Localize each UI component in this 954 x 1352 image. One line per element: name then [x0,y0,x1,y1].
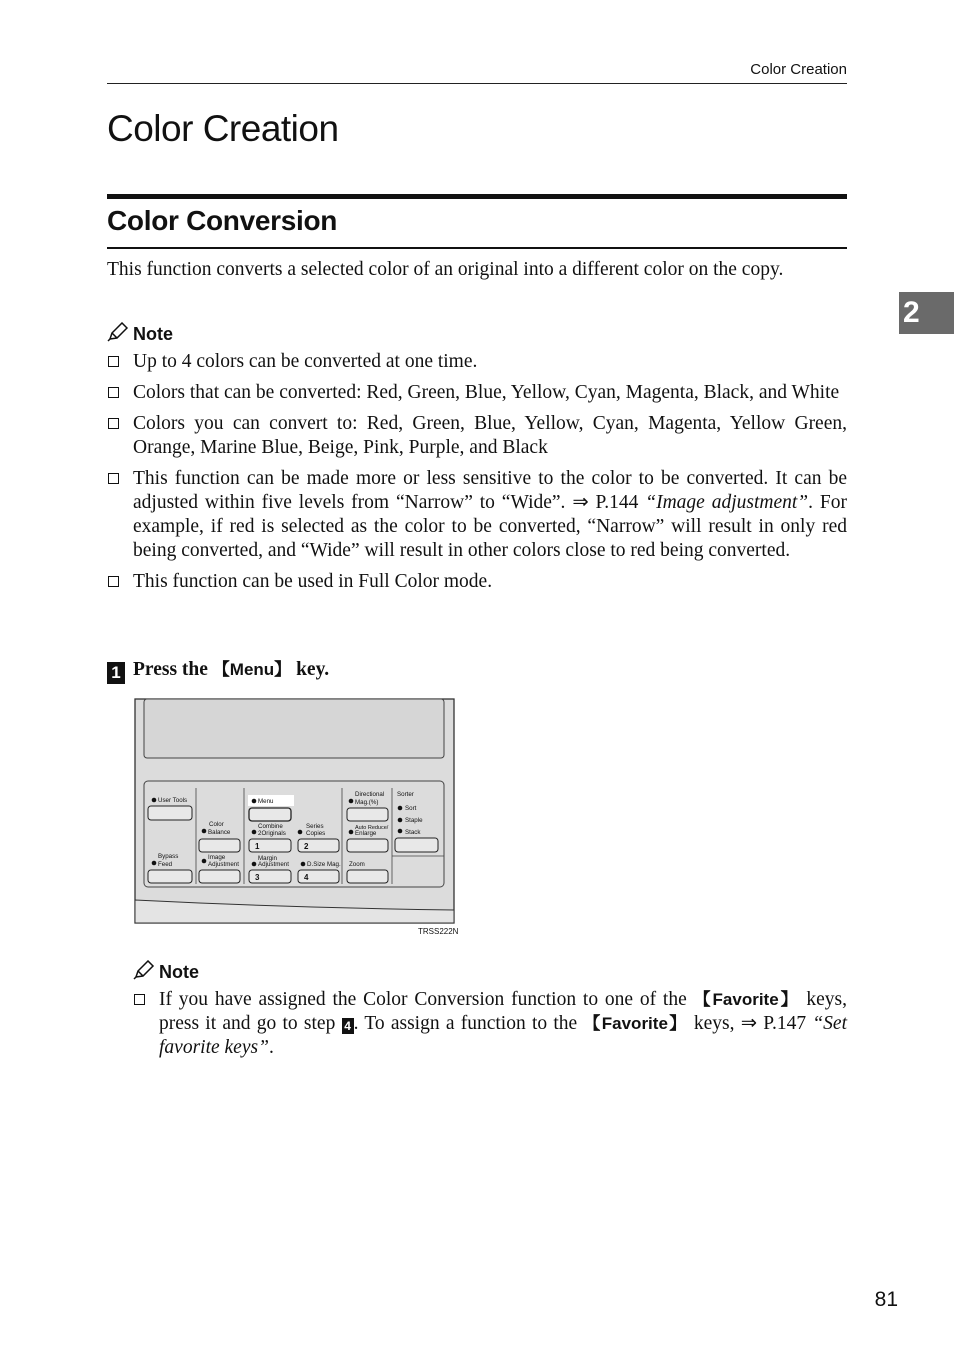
svg-text:Adjustment: Adjustment [258,861,289,868]
svg-text:4: 4 [304,873,309,882]
section-rule-top [107,194,847,199]
checkbox-icon [134,994,145,1005]
note-label: Note [159,962,199,982]
intro-paragraph: This function converts a selected color of an original into a different color on the copy. [107,259,784,280]
chapter-title: Color Creation [107,108,339,149]
favorite-key-label: 【Favorite】 [583,1014,688,1033]
note-label: Note [133,324,173,344]
pencil-icon [133,960,155,980]
svg-text:Staple: Staple [405,817,423,824]
menu-key-label: 【Menu】 [212,660,292,679]
svg-text:2: 2 [304,842,309,851]
list-item: This function can be made more or less sensitive to the color to be converted. It can be adjusted within five levels from “Narrow” to “Wide”. ⇒ P.144 “Image adjustment”. For example, if red is selected as the color to be converted, “Narrow” will result in only red being converted, and “Wide” will result in other colors close to red being converted. [107,467,847,563]
svg-text:Sort: Sort [405,805,417,812]
note-heading [133,960,199,983]
section-title: Color Conversion [107,205,338,236]
svg-text:Directional: Directional [355,791,385,798]
svg-text:Zoom: Zoom [349,861,365,868]
pencil-icon [107,322,129,342]
menu-label: Menu [258,798,274,805]
svg-text:Enlarge: Enlarge [355,830,377,837]
checkbox-icon [108,387,119,398]
list-item: Up to 4 colors can be converted at one time. [107,350,847,374]
checkbox-icon [108,356,119,367]
svg-text:Image: Image [208,854,226,861]
chapter-tab: 2 [899,292,954,334]
page-reference: “Set favorite keys” [159,1013,847,1058]
checkbox-icon [108,576,119,587]
svg-text:2Originals: 2Originals [258,830,286,837]
svg-text:Feed: Feed [158,861,173,868]
note-list [107,350,847,601]
step-1: 1 Press the 【Menu】 key. [107,655,329,684]
list-item: Colors that can be converted: Red, Green, Blue, Yellow, Cyan, Magenta, Black, and White [107,381,847,405]
step-number: 1 [107,662,125,684]
page-reference: “Image adjustment” [645,492,809,513]
svg-text:Series: Series [306,823,324,830]
svg-text:3: 3 [255,873,260,882]
svg-text:Stack: Stack [405,829,421,836]
note-heading [107,322,173,345]
svg-text:D.Size Mag.: D.Size Mag. [307,861,341,868]
user-tools-label: User Tools [158,797,188,804]
svg-text:1: 1 [255,842,260,851]
svg-text:Adjustment: Adjustment [208,861,239,868]
running-header: Color Creation [750,61,847,78]
list-item: Colors you can convert to: Red, Green, Blue, Yellow, Cyan, Magenta, Yellow Green, Orange, Marine Blue, Beige, Pink, Purple, and Black [107,412,847,460]
svg-text:Color: Color [209,821,224,828]
page-number: 81 [874,1288,898,1311]
header-rule [107,83,847,84]
checkbox-icon [108,473,119,484]
svg-text:Bypass: Bypass [158,853,179,860]
list-item: If you have assigned the Color Conversion function to one of the 【Favorite】 keys, press it and go to step 4 . To assign a function to the 【Favorite】 keys, ⇒ P.147 “Set favorite keys”. [133,988,847,1060]
favorite-key-label: 【Favorite】 [693,990,800,1009]
svg-text:Balance: Balance [208,829,231,836]
list-item: This function can be used in Full Color mode. [107,570,847,594]
svg-text:Auto Reduce/: Auto Reduce/ [355,825,389,831]
step-reference: 4 [342,1018,354,1034]
svg-text:Copies: Copies [306,830,326,837]
figure-code: TRSS222N [418,927,459,936]
checkbox-icon [108,418,119,429]
svg-text:Mag.(%): Mag.(%) [355,799,379,806]
section-rule-bottom [107,247,847,249]
svg-text:Margin: Margin [258,855,277,862]
note-list [133,988,847,1067]
svg-text:Sorter: Sorter [397,791,414,798]
svg-text:Combine: Combine [258,823,283,830]
control-panel-figure [134,698,455,924]
